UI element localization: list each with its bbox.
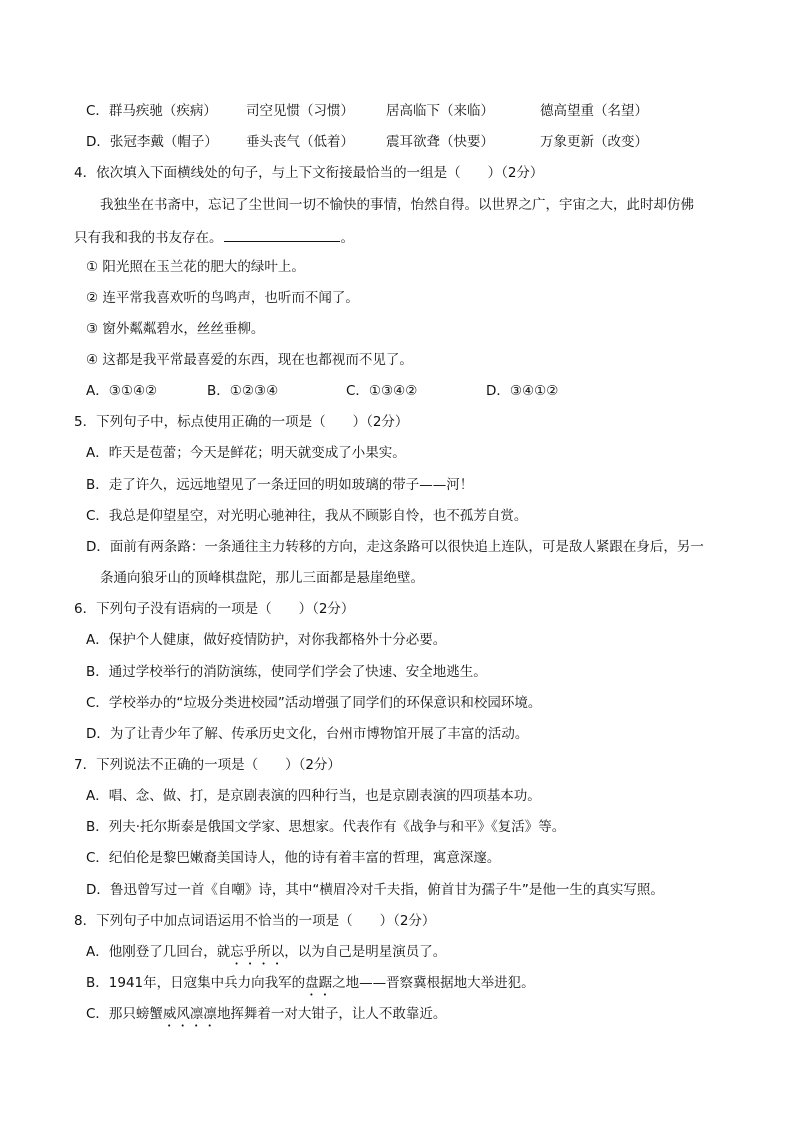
q4-passage-end: 。 [340,230,354,246]
q8-option-b [86,973,535,999]
q8-a-text-before: A．他刚登了几回台，就 [86,944,231,960]
q4-passage-line-1: 我独坐在书斋中，忘记了尘世间一切不愉快的事情，怡然自得。以世界之广，宇宙之大，此时却仿佛 [100,197,694,213]
q6-option-b: B．通过学校举行的消防演练，使同学们学会了快速、安全地逃生。 [86,664,487,680]
q7-option-c: C．纪伯伦是黎巴嫩裔美国诗人，他的诗有着丰富的哲理，寓意深邃。 [86,850,501,866]
q3-d-item-3: 震耳欲聋（快要） [386,134,494,150]
q3-c-item-3: 居高临下（来临） [386,103,494,119]
q5-option-b: B．走了许久，远远地望见了一条迂回的明如玻璃的带子——河！ [86,477,474,493]
q4-item-2: ② 连平常我喜欢听的鸟鸣声，也听而不闻了。 [86,290,359,306]
q3-d-item-4: 万象更新（改变） [540,134,648,150]
q3-d-item-2: 垂头丧气（低着） [246,134,354,150]
q6-option-d: D．为了让青少年了解、传承历史文化，台州市博物馆开展了丰富的活动。 [86,726,529,742]
q4-stem: 4．依次填入下面横线处的句子，与上下文衔接最恰当的一组是（ ）（2分） [74,165,544,181]
q7-option-d: D．鲁迅曾写过一首《自嘲》诗，其中“横眉冷对千夫指，俯首甘为孺子牛”是他一生的真实写照。 [86,882,664,898]
q4-passage-text: 只有我和我的书友存在。 [74,230,223,246]
q4-item-4: ④ 这都是我平常最喜爱的东西，现在也都视而不见了。 [86,352,413,368]
q6-option-a: A．保护个人健康，做好疫情防护，对你我都格外十分必要。 [86,632,447,648]
q4-option-b: B．①②③④ [207,383,279,399]
q8-b-text-after: 之地——晋察冀根据地大举进犯。 [332,975,535,991]
q3-c-item-4: 德高望重（名望） [540,103,648,119]
q4-passage-line-2 [74,227,354,248]
q3-c-item-2: 司空见惯（习惯） [246,103,354,119]
q4-option-c: C．①③④② [346,383,418,399]
q8-b-text-before: B．1941年，日寇集中兵力向我军的 [86,975,306,991]
q4-item-3: ③ 窗外粼粼碧水，丝丝垂柳。 [86,321,265,337]
q6-option-c: C．学校举办的“垃圾分类进校园”活动增强了同学们的环保意识和校园环境。 [86,695,542,711]
q4-item-1: ① 阳光照在玉兰花的肥大的绿叶上。 [86,259,305,275]
q8-a-dotted-word: 忘乎所以 [230,944,285,960]
q8-option-c [86,1004,446,1030]
q8-c-text-before: C．那只螃蟹 [86,1006,163,1022]
q7-option-a: A．唱、念、做、打，是京剧表演的四种行当，也是京剧表演的四项基本功。 [86,788,541,804]
q7-stem: 7．下列说法不正确的一项是（ ）（2分） [74,757,341,773]
q8-a-text-after: ，以为自己是明星演员了。 [284,944,447,960]
q5-option-d-line-2: 条通向狼牙山的顶峰棋盘陀，那儿三面都是悬崖绝壁。 [100,570,424,586]
q5-option-d-line-1: D．面前有两条路：一条通往主力转移的方向，走这条路可以很快追上连队，可是敌人紧跟在身后，另一 [86,539,704,555]
q8-b-dotted-word: 盘踞 [305,975,333,991]
q7-option-b: B．列夫·托尔斯泰是俄国文学家、思想家。代表作有《战争与和平》《复活》等。 [86,819,566,835]
q4-fill-blank [224,227,340,242]
q5-stem: 5．下列句子中，标点使用正确的一项是（ ）（2分） [74,414,409,430]
q8-stem: 8．下列句子中加点词语运用不恰当的一项是（ ）（2分） [74,913,436,929]
q3-c-item-1: C．群马疾驰（疾病） [86,103,217,119]
q5-option-c: C．我总是仰望星空，对光明心驰神往，我从不顾影自怜，也不孤芳自赏。 [86,508,528,524]
q8-option-a [86,942,446,968]
q6-stem: 6．下列句子没有语病的一项是（ ）（2分） [74,601,355,617]
q5-option-a: A．昨天是苞蕾；今天是鲜花；明天就变成了小果实。 [86,445,406,461]
q8-c-text-after: 地挥舞着一对大钳子，让人不敢靠近。 [216,1006,447,1022]
q4-option-a: A．③①④② [86,383,158,399]
q4-option-d: D．③④①② [486,383,559,399]
q3-d-item-1: D．张冠李戴（帽子） [86,134,218,150]
q8-c-dotted-word: 威风凛凛 [162,1006,217,1022]
